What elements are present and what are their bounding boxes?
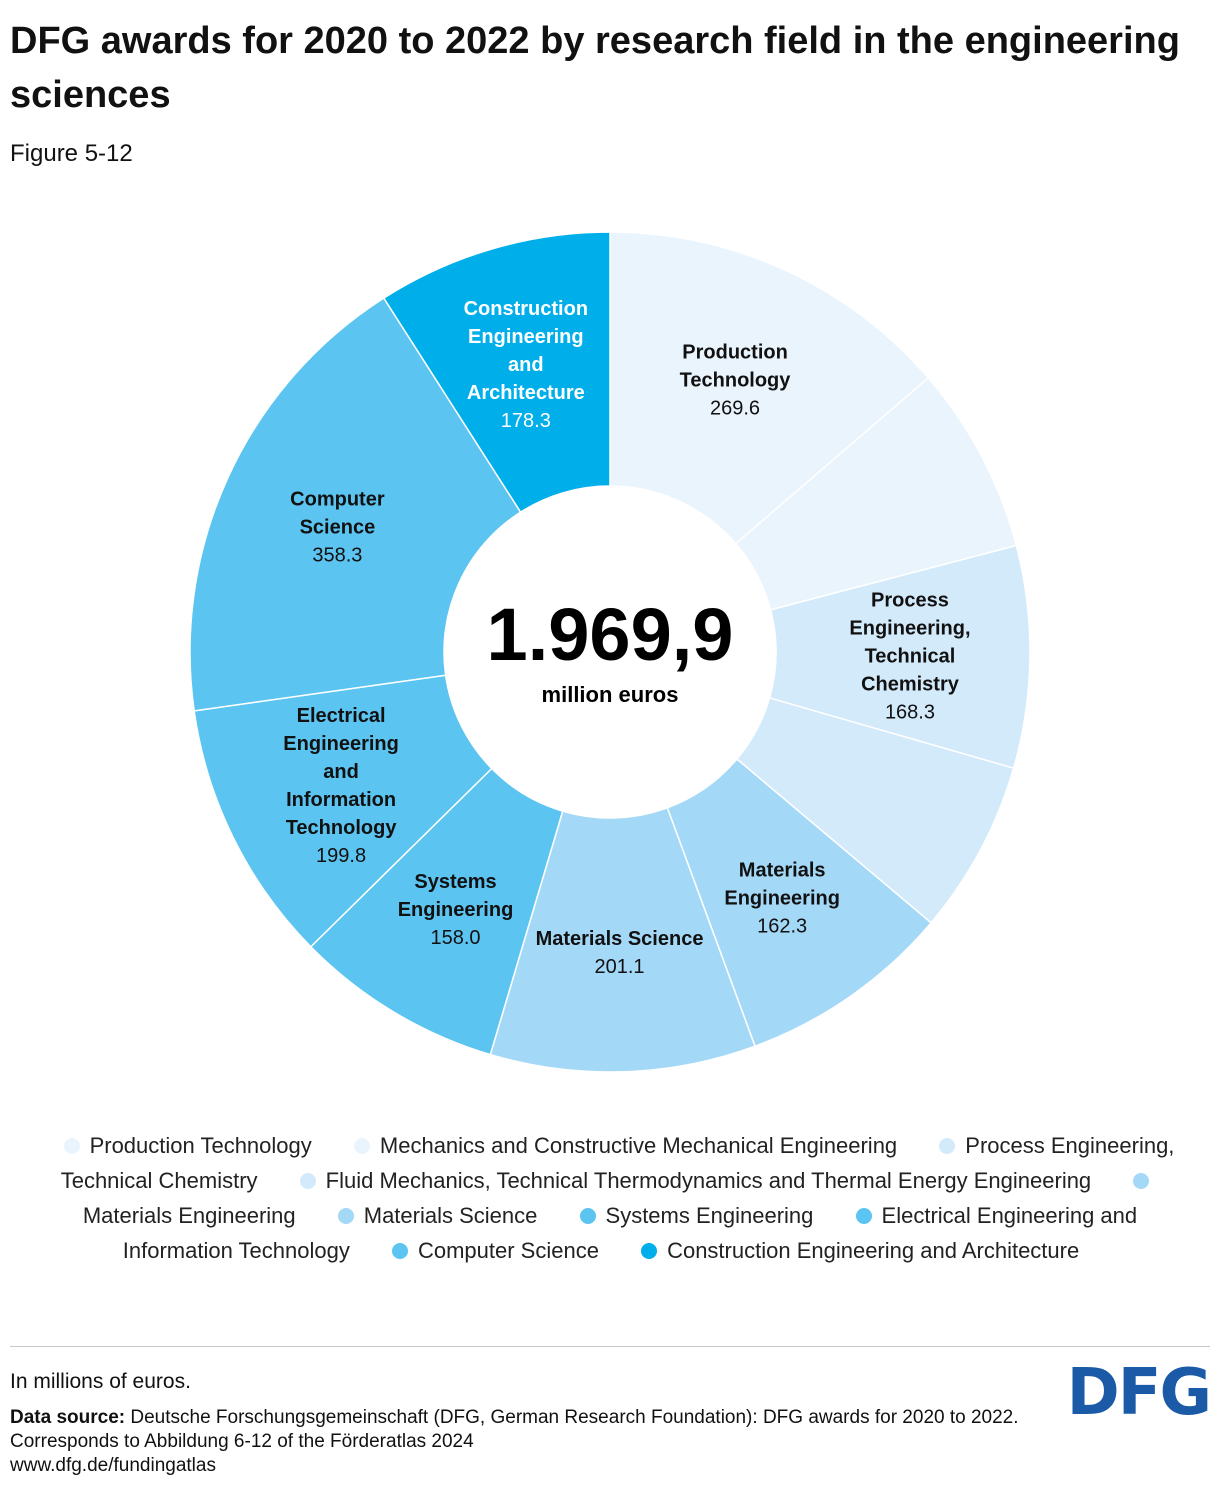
legend-label: Production Technology [89,1133,312,1158]
slice-value: 178.3 [500,410,551,433]
center-total-unit: million euros [541,682,679,707]
legend [30,1128,1190,1268]
legend-dot-icon [580,1208,596,1224]
legend-label: Computer Science [417,1238,599,1263]
slice-name-line: Information [286,788,397,811]
legend-dot-icon [338,1208,354,1224]
slice-name-line: Technology [679,369,791,392]
legend-item [338,1203,538,1228]
slice-name-line: Chemistry [861,673,959,696]
legend-item [392,1238,599,1263]
slice-name-line: and [323,760,359,783]
chart-title: DFG awards for 2020 to 2022 by research field in the engineering sciences [10,20,1180,116]
data-source-text: Deutsche Forschungsgemeinschaft (DFG, German Research Foundation): DFG awards for 2020 to 2022. Corresponds to Abbildung 6-12 of the Förderatlas 2024 [10,1407,1019,1452]
slice-name-line: Technical [864,645,956,668]
slice-value: 168.3 [884,701,936,724]
slice-name-line: Electrical [296,704,386,727]
legend-label: Construction Engineering and Architecture [667,1238,1080,1263]
dfg-logo: DFG [1066,1356,1210,1430]
slice-name-line: Engineering [724,887,840,910]
slice-name-line: Construction [463,298,589,321]
legend-dot-icon [392,1243,408,1259]
slice-name-line: Computer [290,488,385,511]
figure-number: Figure 5-12 [10,140,133,167]
slice-value: 158.0 [430,927,481,950]
slice-value: 269.6 [710,397,761,420]
slice-value: 201.1 [594,955,645,978]
legend-dot-icon [856,1208,872,1224]
legend-label: Fluid Mechanics, Technical Thermodynamics and Thermal Energy Engineering [325,1168,1092,1193]
slice-name-line: Engineering [397,899,514,922]
data-source-label: Data source: [10,1407,126,1428]
divider [10,1346,1210,1347]
slice-name-line: and [508,354,544,377]
slice-name-line: Materials [738,859,826,882]
legend-label: Materials Science [363,1203,538,1228]
legend-dot-icon [641,1243,657,1259]
slice-name-line: Process [871,589,949,612]
slice-value: 199.8 [316,844,367,867]
slice-name-line: Engineering [283,732,399,755]
slice-name-line: Engineering, [849,617,971,640]
slice-value: 162.3 [757,915,808,938]
legend-dot-icon [1133,1173,1149,1189]
slice-value: 358.3 [312,544,363,567]
unit-note: In millions of euros. [10,1370,191,1393]
legend-item [580,1203,814,1228]
legend-item [354,1133,897,1158]
slice-name-line: Science [299,516,376,539]
legend-label: Process Engineering, Technical Chemistry [60,1133,1175,1193]
legend-dot-icon [939,1138,955,1154]
slice-name-line: Systems [414,871,497,894]
slice-name-line: Architecture [466,382,585,405]
legend-dot-icon [300,1173,316,1189]
legend-label: Electrical Engineering and Information Technology [122,1203,1138,1263]
legend-label: Materials Engineering [82,1203,296,1228]
legend-item [641,1238,1079,1263]
slice-name-line: Production [682,341,788,364]
source-url: www.dfg.de/fundingatlas [10,1455,216,1476]
legend-label: Systems Engineering [605,1203,814,1228]
legend-dot-icon [354,1138,370,1154]
legend-label: Mechanics and Constructive Mechanical Engineering [379,1133,898,1158]
data-source [10,1406,1050,1478]
slice-name-line: Technology [285,816,397,839]
legend-item [300,1168,1092,1193]
slice-name-line: Engineering [468,326,584,349]
legend-item [64,1133,312,1158]
center-total-value: 1.969,9 [486,593,734,676]
legend-dot-icon [64,1138,80,1154]
slice-name-line: Materials Science [535,927,704,950]
